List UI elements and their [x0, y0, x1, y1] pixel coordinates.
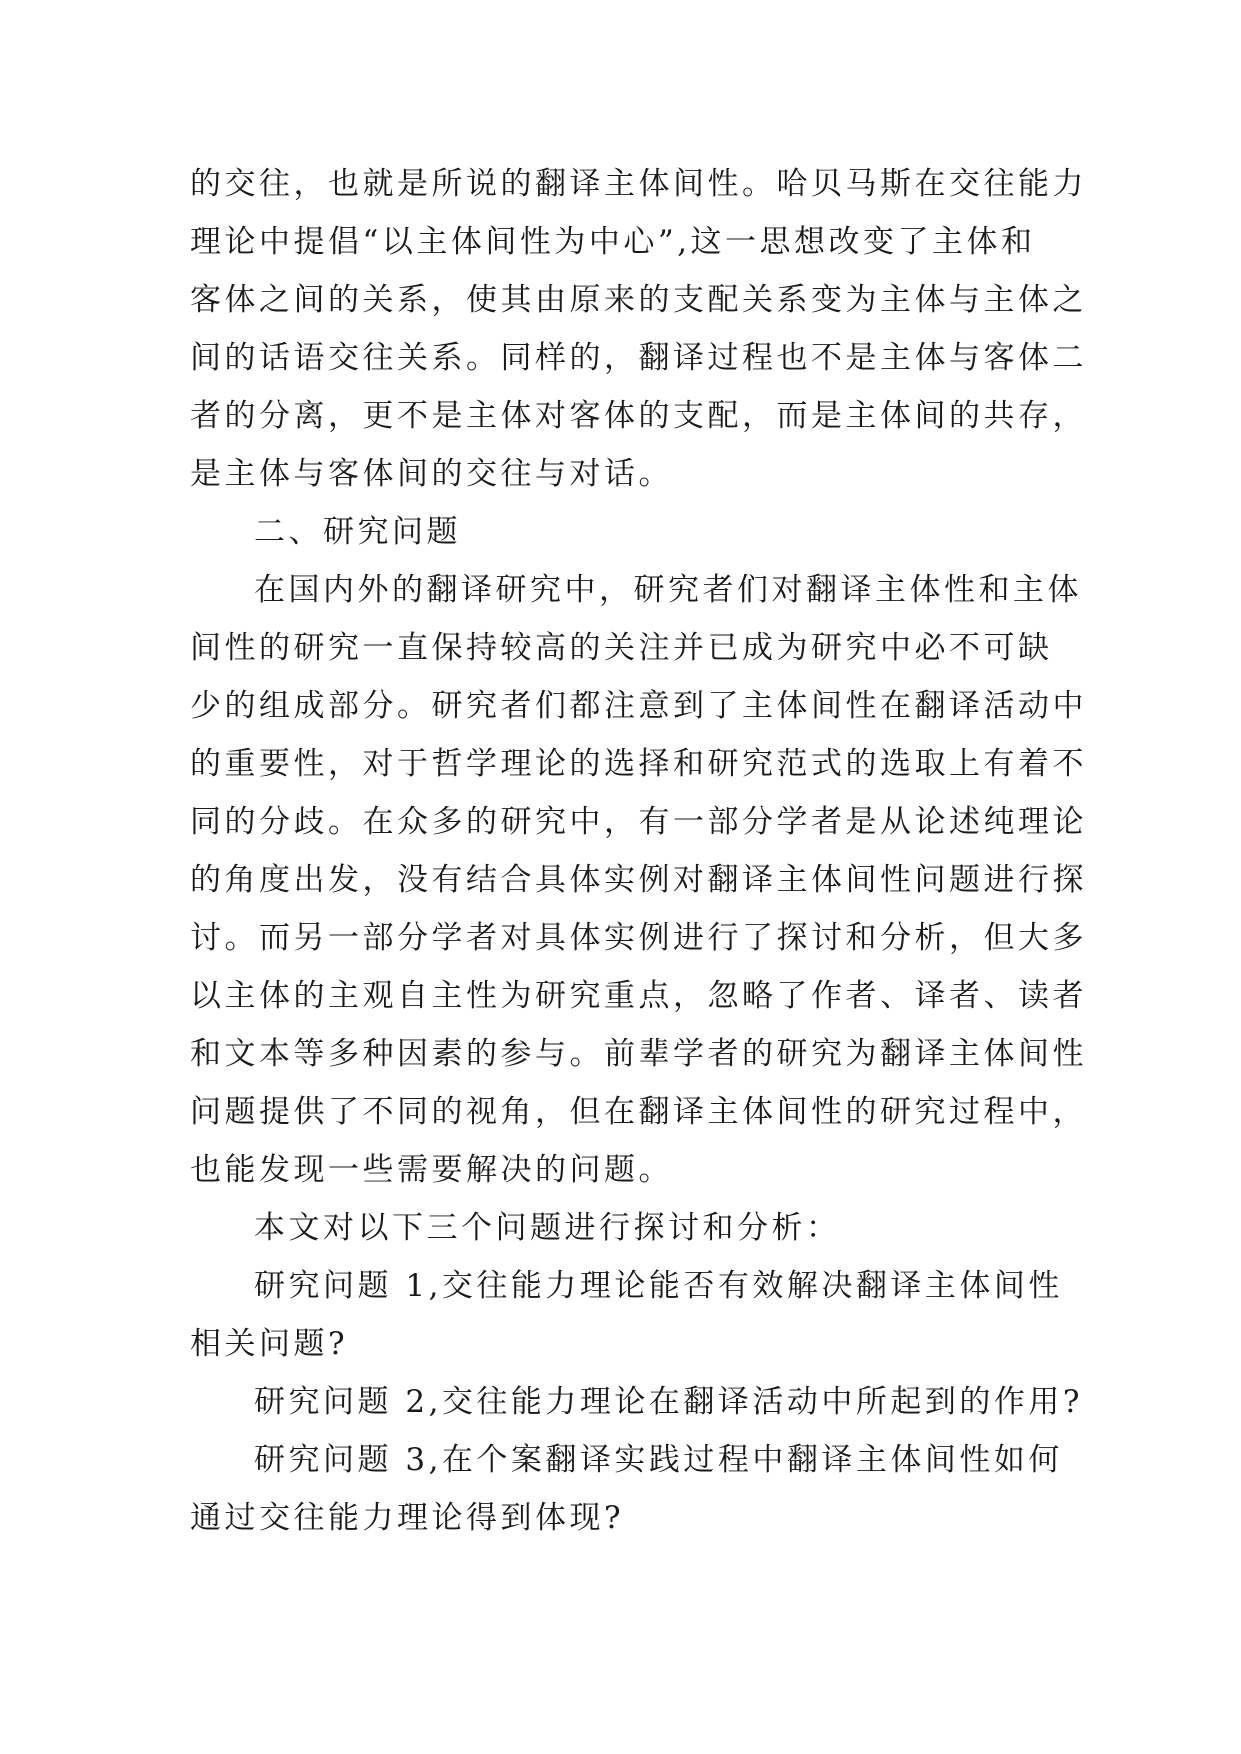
text-line: 的角度出发，没有结合具体实例对翻译主体间性问题进行探	[190, 862, 1087, 898]
text-line: 相关问题?	[190, 1326, 349, 1362]
text-line: 以主体的主观自主性为研究重点，忽略了作者、译者、读者	[190, 978, 1087, 1014]
text-line: 和文本等多种因素的参与。前辈学者的研究为翻译主体间性	[190, 1036, 1087, 1072]
document-body	[190, 155, 1087, 1547]
text-line: 讨。而另一部分学者对具体实例进行了探讨和分析，但大多	[190, 920, 1087, 956]
text-line: 间的话语交往关系。同样的，翻译过程也不是主体与客体二	[190, 340, 1087, 376]
text-line: 者的分离，更不是主体对客体的支配，而是主体间的共存，	[190, 398, 1087, 434]
text-line: 是主体与客体间的交往与对话。	[190, 456, 673, 492]
text-line: 客体之间的关系，使其由原来的支配关系变为主体与主体之	[190, 282, 1087, 318]
research-question-3	[190, 1431, 1063, 1547]
text-line: 问题提供了不同的视角，但在翻译主体间性的研究过程中，	[190, 1094, 1087, 1130]
text-line: 研究问题 1,交往能力理论能否有效解决翻译主体间性	[254, 1268, 1063, 1304]
paragraph-intersubjectivity	[190, 155, 1087, 503]
text-line: 在国内外的翻译研究中，研究者们对翻译主体性和主体	[254, 572, 1082, 608]
text-line: 的重要性，对于哲学理论的选择和研究范式的选取上有着不	[190, 746, 1087, 782]
section-heading	[190, 503, 1050, 561]
text-line: 本文对以下三个问题进行探讨和分析：	[254, 1210, 841, 1246]
text-line: 间性的研究一直保持较高的关注并已成为研究中必不可缺	[190, 630, 1053, 666]
text-line: 的交往，也就是所说的翻译主体间性。哈贝马斯在交往能力	[190, 166, 1087, 202]
paragraph-literature-review	[190, 561, 1087, 1199]
text-line: 少的组成部分。研究者们都注意到了主体间性在翻译活动中	[190, 688, 1087, 724]
text-line: 通过交往能力理论得到体现?	[190, 1500, 625, 1536]
text-line: 理论中提倡“以主体间性为中心”,这一思想改变了主体和	[190, 224, 1036, 260]
heading-text: 二、研究问题	[254, 514, 461, 550]
text-line: 研究问题 2,交往能力理论在翻译活动中所起到的作用?	[254, 1384, 1084, 1420]
text-line: 也能发现一些需要解决的问题。	[190, 1152, 673, 1188]
research-question-1	[190, 1257, 1063, 1373]
text-line: 研究问题 3,在个案翻译实践过程中翻译主体间性如何	[254, 1442, 1063, 1478]
paragraph-intro-questions	[190, 1199, 1050, 1257]
text-line: 同的分歧。在众多的研究中，有一部分学者是从论述纯理论	[190, 804, 1087, 840]
research-question-2	[190, 1373, 1084, 1431]
